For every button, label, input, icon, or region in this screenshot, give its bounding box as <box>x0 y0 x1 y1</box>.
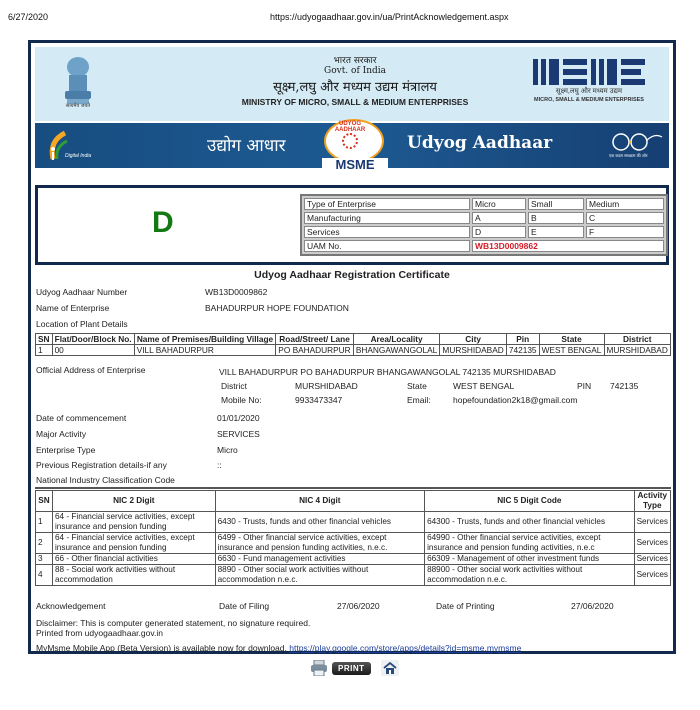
table-row <box>304 226 664 238</box>
emblem-caption: सत्यमेव जयते <box>65 103 91 109</box>
table-cell: 66309 - Management of other investment funds <box>425 554 635 565</box>
mobile-value: 9933473347 <box>295 395 343 405</box>
category-letter: D <box>152 206 174 239</box>
field-label: Major Activity <box>36 429 87 439</box>
table-cell: MURSHIDABAD <box>440 345 506 356</box>
table-cell: C <box>586 212 664 224</box>
column-header: Name of Premises/Building Village <box>134 334 276 345</box>
msme-logo-english: MICRO, SMALL & MEDIUM ENTERPRISES <box>534 97 644 103</box>
table-cell: 64 - Financial service activities, except insurance and pension funding <box>52 533 215 554</box>
table-cell: 1 <box>36 345 53 356</box>
table-header-row <box>36 491 671 512</box>
divider <box>35 487 671 489</box>
banner-title-hindi: उद्योग आधार <box>207 136 286 156</box>
table-row <box>304 240 664 252</box>
print-date: 6/27/2020 <box>8 12 49 22</box>
table-cell: Services <box>634 512 670 533</box>
table-row <box>304 212 664 224</box>
uam-number: WB13D0009862 <box>472 240 664 252</box>
print-header <box>8 12 692 26</box>
email-label: Email: <box>407 395 431 405</box>
print-url: https://udyogaadhaar.gov.in/ua/PrintAcknowledgement.aspx <box>270 12 509 22</box>
table-cell: 66 - Other financial activities <box>52 554 215 565</box>
udyog-aadhaar-number: WB13D0009862 <box>205 287 268 297</box>
fingerprint-icon <box>342 133 358 149</box>
state-value: WEST BENGAL <box>453 381 515 391</box>
table-header-row <box>36 334 671 345</box>
official-address-label: Official Address of Enterprise <box>36 365 146 375</box>
table-cell: Services <box>304 226 470 238</box>
swachh-caption: एक कदम स्वच्छता की ओर <box>609 153 648 158</box>
column-header: Pin <box>506 334 539 345</box>
column-header: SN <box>36 491 53 512</box>
field-label: Enterprise Type <box>36 445 96 455</box>
logo-ring-text: UDYOG AADHAAR <box>334 121 366 133</box>
certificate-frame <box>28 40 676 654</box>
app-download-link[interactable]: https://play.google.com/store/apps/details?id=msme.mymsme <box>289 643 522 653</box>
table-cell: 88900 - Other social work activities without accommodation n.e.c. <box>425 565 635 586</box>
uam-label: UAM No. <box>304 240 470 252</box>
ministry-hindi: सूक्ष्म,लघु और मध्यम उद्यम मंत्रालय <box>273 80 437 95</box>
table-cell: 88 - Social work activities without accommodation <box>52 565 215 586</box>
field-label: Date of commencement <box>36 413 127 423</box>
column-header: Flat/Door/Block No. <box>52 334 134 345</box>
home-icon[interactable] <box>381 660 399 676</box>
digital-india-logo-icon <box>45 129 95 163</box>
table-cell: 3 <box>36 554 53 565</box>
column-header: Area/Locality <box>353 334 440 345</box>
govt-of-india: Govt. of India <box>324 66 386 76</box>
enterprise-name: BAHADURPUR HOPE FOUNDATION <box>205 303 349 313</box>
column-header: SN <box>36 334 53 345</box>
date-of-printing-label: Date of Printing <box>436 601 495 611</box>
table-row <box>36 533 671 554</box>
ministry-header <box>35 47 669 121</box>
date-of-filing-label: Date of Filing <box>219 601 270 611</box>
table-row <box>36 512 671 533</box>
field-label: National Industry Classification Code <box>36 475 175 485</box>
print-toolbar <box>310 659 399 677</box>
udyog-aadhaar-logo <box>320 119 390 175</box>
table-cell: Services <box>634 565 670 586</box>
printer-icon[interactable] <box>310 660 328 676</box>
field-label: Name of Enterprise <box>36 303 110 313</box>
table-cell: PO BAHADURPUR <box>276 345 354 356</box>
email-value: hopefoundation2k18@gmail.com <box>453 395 578 405</box>
table-cell: Manufacturing <box>304 212 470 224</box>
table-cell: Type of Enterprise <box>304 198 470 210</box>
table-cell: Micro <box>472 198 526 210</box>
table-cell: D <box>472 226 526 238</box>
table-cell: 6430 - Trusts, funds and other financial vehicles <box>215 512 424 533</box>
enterprise-type-table <box>300 194 668 256</box>
ministry-english: MINISTRY OF MICRO, SMALL & MEDIUM ENTERPRISES <box>241 97 469 107</box>
date-of-printing: 27/06/2020 <box>571 601 614 611</box>
previous-registration: :: <box>217 460 222 470</box>
table-cell: MURSHIDABAD <box>604 345 671 356</box>
column-header: Road/Street/ Lane <box>276 334 354 345</box>
table-cell: 742135 <box>506 345 539 356</box>
msme-logo-hindi: सूक्ष्म,लघु और मध्यम उद्यम <box>555 88 623 95</box>
app-notice: MyMsme Mobile App (Beta Version) is available now for download. <box>36 643 287 653</box>
state-label: State <box>407 381 427 391</box>
banner-title-english: Udyog Aadhaar <box>407 133 553 153</box>
enterprise-type-box <box>35 185 669 265</box>
msme-logo <box>525 59 653 115</box>
table-row <box>36 345 671 356</box>
logo-msme-text: MSME <box>322 158 388 172</box>
certificate-title: Udyog Aadhaar Registration Certificate <box>254 269 450 281</box>
nic-code-table <box>35 490 671 586</box>
table-cell: B <box>528 212 584 224</box>
table-cell: Medium <box>586 198 664 210</box>
column-header: NIC 5 Digit Code <box>425 491 635 512</box>
column-header: City <box>440 334 506 345</box>
table-cell: 8890 - Other social work activities without accommodation n.e.c. <box>215 565 424 586</box>
field-label: Udyog Aadhaar Number <box>36 287 128 297</box>
table-cell: VILL BAHADURPUR <box>134 345 276 356</box>
table-cell: 1 <box>36 512 53 533</box>
commencement-date: 01/01/2020 <box>217 413 260 423</box>
table-cell: 2 <box>36 533 53 554</box>
major-activity: SERVICES <box>217 429 260 439</box>
column-header: NIC 4 Digit <box>215 491 424 512</box>
ministry-title <box>215 53 495 107</box>
mobile-label: Mobile No: <box>221 395 262 405</box>
print-button[interactable]: PRINT <box>332 662 371 675</box>
district-value: MURSHIDABAD <box>295 381 358 391</box>
table-cell: 4 <box>36 565 53 586</box>
table-row <box>36 554 671 565</box>
swachh-bharat-glasses-icon <box>607 131 663 161</box>
table-cell: A <box>472 212 526 224</box>
plant-location-table <box>35 333 671 356</box>
table-cell: 6630 - Fund management activities <box>215 554 424 565</box>
table-cell: 64990 - Other financial service activities, except insurance and pension funding activities, n.e.c <box>425 533 635 554</box>
app-notice-line <box>36 643 521 653</box>
udyog-aadhaar-banner <box>35 121 669 172</box>
digital-india-text: Digital India <box>65 153 92 159</box>
district-label: District <box>221 381 247 391</box>
table-cell: Small <box>528 198 584 210</box>
pin-value: 742135 <box>610 381 639 391</box>
table-cell: 64300 - Trusts, funds and other financial vehicles <box>425 512 635 533</box>
table-row <box>36 565 671 586</box>
column-header: State <box>539 334 604 345</box>
table-cell: BHANGAWANGOLAL <box>353 345 440 356</box>
column-header: NIC 2 Digit <box>52 491 215 512</box>
table-cell: Services <box>634 533 670 554</box>
msme-logo-icon <box>525 59 653 85</box>
pin-label: PIN <box>577 381 592 391</box>
national-emblem-icon <box>57 55 99 113</box>
printed-from: Printed from udyogaadhaar.gov.in <box>36 628 163 638</box>
table-cell: 6499 - Other financial service activities, except insurance and pension funding activities, n.e.c. <box>215 533 424 554</box>
table-cell: 64 - Financial service activities, except insurance and pension funding <box>52 512 215 533</box>
official-address: VILL BAHADURPUR PO BAHADURPUR BHANGAWANGOLAL 742135 MURSHIDABAD <box>219 367 556 377</box>
column-header: District <box>604 334 671 345</box>
table-cell: 00 <box>52 345 134 356</box>
enterprise-type: Micro <box>217 445 238 455</box>
field-label: Location of Plant Details <box>36 319 128 329</box>
field-label: Previous Registration details-if any <box>36 460 167 470</box>
acknowledgement-label: Acknowledgement <box>36 601 106 611</box>
date-of-filing: 27/06/2020 <box>337 601 380 611</box>
govt-hindi: भारत सरकार <box>333 56 377 66</box>
table-row <box>304 198 664 210</box>
table-cell: E <box>528 226 584 238</box>
disclaimer: Disclaimer: This is computer generated statement, no signature required. <box>36 618 311 628</box>
table-cell: WEST BENGAL <box>539 345 604 356</box>
table-cell: Services <box>634 554 670 565</box>
table-cell: F <box>586 226 664 238</box>
column-header: Activity Type <box>634 491 670 512</box>
